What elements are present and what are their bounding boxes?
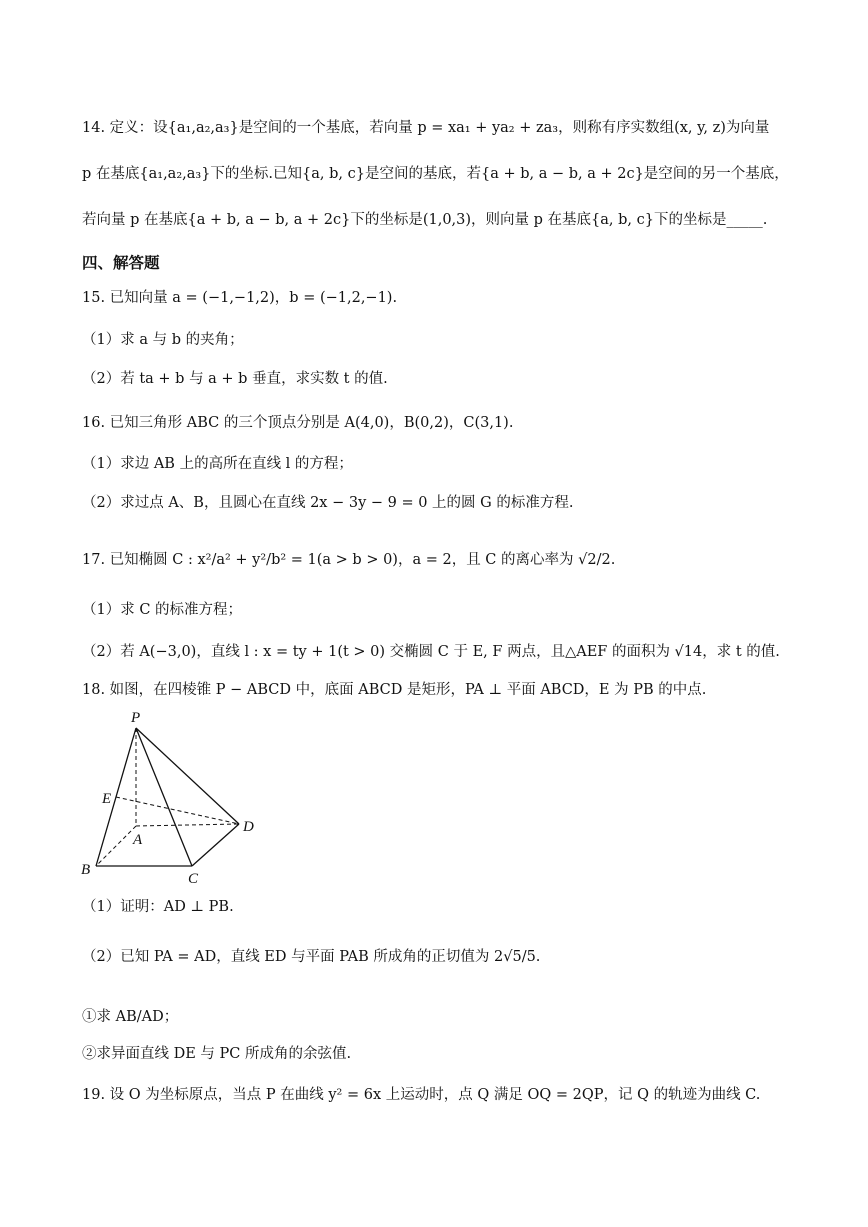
edge-AD xyxy=(136,824,239,826)
label-E: E xyxy=(102,791,112,807)
q17-part-2: （2）若 A(−3,0)，直线 l : x = ty + 1(t > 0) 交椭圆 C 于 E, F 两点，且△AEF 的面积为 √14，求 t 的值. xyxy=(82,644,780,660)
q16-part-2: （2）求过点 A、B，且圆心在直线 2x − 3y − 9 = 0 上的圆 G 的标准方程. xyxy=(82,495,574,511)
q18-part-2: （2）已知 PA = AD，直线 ED 与平面 PAB 所成角的正切值为 2√5/5. xyxy=(82,949,541,965)
q18-part-3: ①求 AB/AD； xyxy=(82,1009,179,1025)
label-P: P xyxy=(131,710,141,726)
q17-stem: 17. 已知椭圆 C : x²/a² + y²/b² = 1(a > b > 0)，a = 2，且 C 的离心率为 √2/2. xyxy=(82,552,616,568)
label-B: B xyxy=(81,862,91,878)
pyramid-figure xyxy=(76,706,266,890)
q18-part-1: （1）证明：AD ⊥ PB. xyxy=(82,899,234,915)
pyramid-diagram xyxy=(76,706,266,890)
label-C: C xyxy=(188,871,199,887)
q17-part-1: （1）求 C 的标准方程； xyxy=(82,602,243,618)
label-D: D xyxy=(243,819,254,835)
q15-part-2: （2）若 ta + b 与 a + b 垂直，求实数 t 的值. xyxy=(82,371,388,387)
section-title: 四、解答题 xyxy=(82,254,160,272)
edge-ED xyxy=(116,797,239,824)
q16-stem: 16. 已知三角形 ABC 的三个顶点分别是 A(4,0)，B(0,2)，C(3,1). xyxy=(82,415,514,431)
q14-line-3: 若向量 p 在基底{a + b, a − b, a + 2c}下的坐标是(1,0,3)，则向量 p 在基底{a, b, c}下的坐标是_____. xyxy=(82,212,768,228)
edge-CD xyxy=(192,824,239,866)
q16-part-1: （1）求边 AB 上的高所在直线 l 的方程； xyxy=(82,456,353,472)
label-A: A xyxy=(133,832,143,848)
q14-line-2: p 在基底{a₁,a₂,a₃}下的坐标.已知{a, b, c}是空间的基底，若{a + b, a − b, a + 2c}是空间的另一个基底， xyxy=(82,166,789,182)
edge-PC xyxy=(136,728,192,866)
q18-part-4: ②求异面直线 DE 与 PC 所成角的余弦值. xyxy=(82,1046,352,1062)
q14-line-1: 14. 定义：设{a₁,a₂,a₃}是空间的一个基底，若向量 p = xa₁ + ya₂ + za₃，则称有序实数组(x, y, z)为向量 xyxy=(82,120,770,136)
q15-part-1: （1）求 a 与 b 的夹角； xyxy=(82,332,244,348)
q18-stem: 18. 如图，在四棱锥 P − ABCD 中，底面 ABCD 是矩形，PA ⊥ 平面 ABCD，E 为 PB 的中点. xyxy=(82,682,707,698)
q15-stem: 15. 已知向量 a = (−1,−1,2)，b = (−1,2,−1). xyxy=(82,290,398,306)
q19-stem: 19. 设 O 为坐标原点，当点 P 在曲线 y² = 6x 上运动时，点 Q 满足 OQ = 2QP，记 Q 的轨迹为曲线 C. xyxy=(82,1087,761,1103)
edge-PD xyxy=(136,728,239,824)
